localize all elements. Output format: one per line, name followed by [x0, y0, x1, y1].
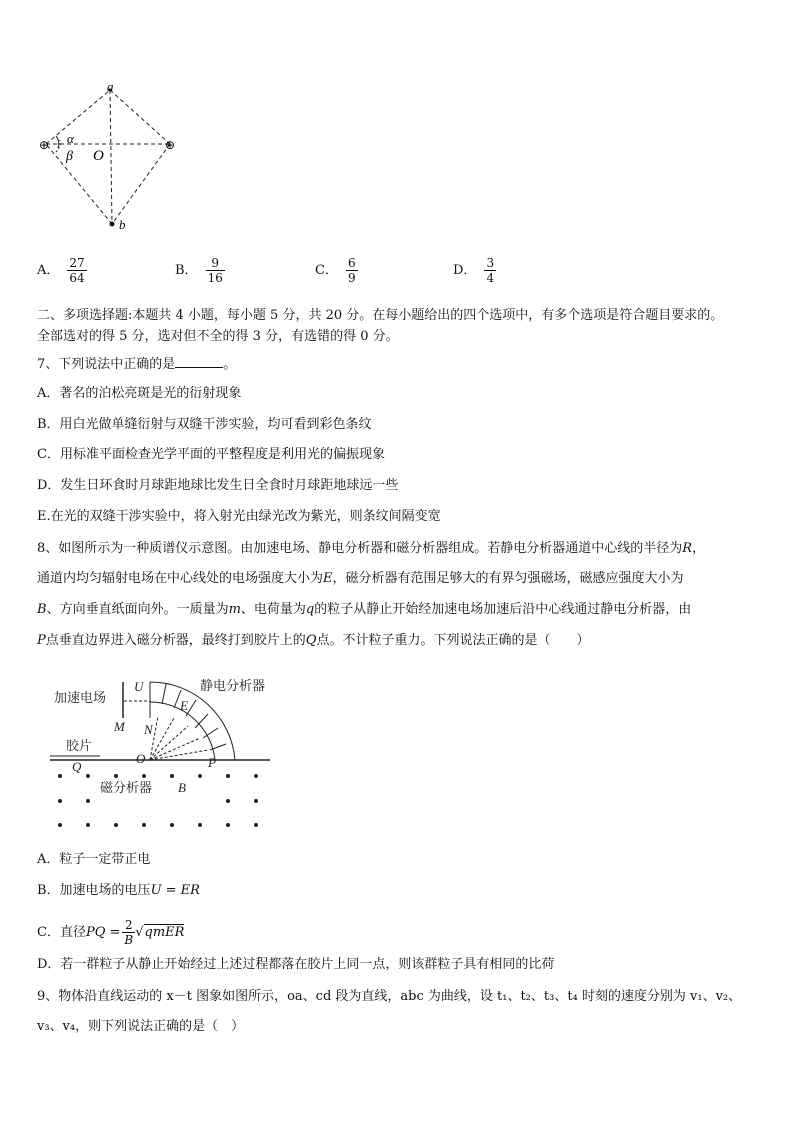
q7-stem	[37, 355, 236, 374]
mass-spectrometer-figure	[40, 670, 300, 840]
option-letter: A．	[37, 263, 60, 278]
label-M: M	[114, 719, 125, 734]
option-letter: B．	[175, 263, 198, 278]
fig1-charge-left: ⊕	[39, 138, 50, 152]
q7-option-b: B．用白光做单缝衍射与双缝干涉实验，均可看到彩色条纹	[37, 417, 372, 432]
numerator: 9	[206, 256, 225, 271]
q8-line2	[37, 570, 684, 588]
var-Q: Q	[305, 633, 317, 648]
denominator: 9	[347, 271, 356, 285]
fig1-beta: β	[66, 149, 73, 164]
q8-option-a: A．粒子一定带正电	[37, 852, 151, 867]
fig1-label-a: a	[107, 79, 114, 94]
numerator: 2	[122, 918, 135, 933]
fig1-label-O: O	[93, 148, 104, 164]
var-P: P	[37, 633, 46, 648]
label-film: 胶片	[66, 739, 93, 754]
var-m: m	[228, 602, 241, 617]
option-letter: D．	[453, 263, 477, 278]
q8-text: 、方向垂直纸面向外。一质量为	[46, 602, 229, 617]
q9-line2: v₃、v₄，则下列说法正确的是（ ）	[37, 1019, 245, 1034]
q8-option-c	[37, 918, 184, 947]
q8-text: 通道内均匀辐射电场在中心线处的电场强度大小为	[37, 571, 324, 586]
q6-option-c	[315, 256, 358, 285]
label-esa: 静电分析器	[200, 679, 266, 694]
fig1-charge-right: ⊕	[165, 138, 176, 152]
answer-blank	[175, 355, 223, 368]
radicand: qmER	[144, 925, 185, 940]
label-B: B	[178, 780, 186, 795]
fig1-label-b: b	[119, 217, 126, 232]
option-letter: C．	[315, 263, 338, 278]
q7-stem-end: 。	[223, 357, 237, 372]
label-O: O	[136, 751, 146, 766]
q8-option-c-text: C．直径	[37, 925, 86, 940]
q7-option-c: C．用标准平面检查光学平面的平整程度是利用光的偏振现象	[37, 447, 385, 462]
label-E: E	[180, 698, 188, 713]
label-accel-field: 加速电场	[54, 691, 107, 706]
q7-stem-text: 7、下列说法中正确的是	[37, 357, 176, 372]
q7-option-e: E.在光的双缝干涉实验中，将入射光由绿光改为紫光，则条纹间隔变宽	[37, 509, 441, 524]
q7-option-a: A．著名的泊松亮斑是光的衍射现象	[37, 386, 242, 401]
denominator: 16	[207, 271, 223, 285]
q9-line1: 9、物体沿直线运动的 x－t 图象如图所示，oa、cd 段为直线，abc 为曲线，设 t₁、t₂、t₃、t₄ 时刻的速度分别为 v₁、v₂、	[37, 989, 742, 1004]
q8-text: 点。不计粒子重力。下列说法正确的是（ ）	[316, 633, 590, 648]
q6-option-b	[175, 256, 225, 285]
fraction	[67, 256, 86, 285]
equation-lhs: PQ =	[85, 925, 121, 940]
q8-option-b-text: B．加速电场的电压	[37, 883, 151, 898]
var-E: E	[323, 571, 333, 586]
q8-text: ，磁分析器有范围足够大的有界匀强磁场，磁感应强度大小为	[332, 571, 684, 586]
section2-line1: 二、多项选择题:本题共 4 小题，每小题 5 分，共 20 分。在每小题给出的四个选项中，有多个选项是符合题目要求的。	[37, 308, 724, 323]
q8-text: 的粒子从静止开始经加速电场加速后沿中心线通过静电分析器，由	[314, 602, 692, 617]
numerator: 3	[486, 256, 495, 270]
denominator: B	[124, 933, 134, 947]
fraction	[346, 256, 358, 285]
fraction	[206, 256, 225, 285]
label-P: P	[208, 755, 216, 770]
section2-line2: 全部选对的得 5 分，选对但不全的得 3 分，有选错的得 0 分。	[37, 329, 399, 344]
var-B: B	[37, 602, 47, 617]
fraction	[484, 256, 496, 285]
q8-option-b	[37, 882, 200, 900]
rhombus-figure	[30, 76, 200, 238]
label-Q: Q	[72, 759, 82, 774]
denominator: 4	[486, 271, 495, 285]
q6-option-d	[453, 256, 496, 285]
fig1-alpha: α	[67, 131, 74, 146]
q8-line3	[37, 601, 691, 619]
var-R: R	[682, 541, 693, 556]
q8-text: 8、如图所示为一种质谱仪示意图。由加速电场、静电分析器和磁分析器组成。若静电分析器通道中心线的半径为	[37, 541, 683, 556]
q8-line4	[37, 632, 589, 650]
label-U: U	[134, 679, 144, 694]
q6-option-a	[37, 256, 87, 285]
numerator: 6	[347, 256, 356, 270]
fraction	[122, 918, 135, 947]
q8-text: 点垂直边界进入磁分析器，最终打到胶片上的	[45, 633, 306, 648]
equation: U = ER	[150, 883, 200, 898]
denominator: 64	[69, 271, 85, 285]
label-N: N	[144, 722, 153, 737]
q8-option-d: D．若一群粒子从静止开始经过上述过程都落在胶片上同一点，则该群粒子具有相同的比荷	[37, 957, 555, 972]
numerator: 27	[69, 256, 85, 270]
q7-option-d: D．发生日环食时月球距地球比发生日全食时月球距地球远一些	[37, 478, 399, 493]
var-q: q	[305, 602, 315, 617]
q8-text: 、电荷量为	[240, 602, 306, 617]
label-msa: 磁分析器	[100, 781, 153, 796]
sqrt-sign: √	[135, 925, 144, 940]
q8-line1	[37, 540, 705, 558]
q8-text: ，	[692, 541, 706, 556]
